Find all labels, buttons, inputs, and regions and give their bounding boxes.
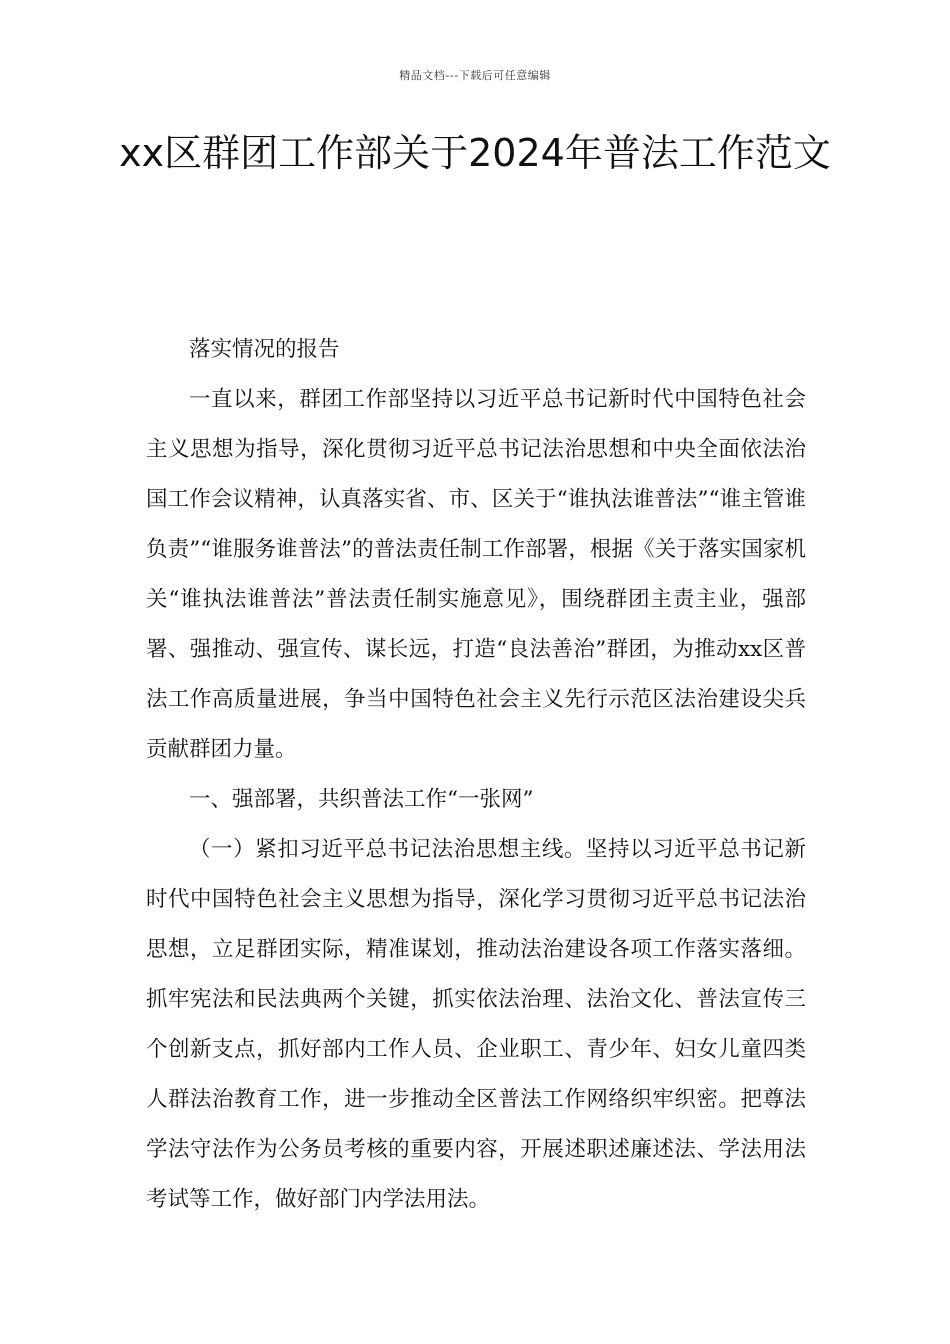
- paragraph-section-1-1: （一）紧扣习近平总书记法治思想主线。坚持以习近平总书记新时代中国特色社会主义思想为指导，深化学习贯彻习近平总书记法治思想，立足群团实际，精准谋划，推动法治建设各项工作落实落细。抓牢宪法和民法典两个关键，抓实依法治理、法治文化、普法宣传三个创新支点，抓好部内工作人员、企业职工、青少年、妇女儿童四类人群法治教育工作，进一步推动全区普法工作网络织牢织密。把尊法学法守法作为公务员考核的重要内容，开展述职述廉述法、学法用法考试等工作，做好部门内学法用法。: [146, 837, 806, 1212]
- section-heading-1: 一、强部署，共织普法工作“一张网”: [189, 787, 534, 812]
- paragraph-intro: 落实情况的报告: [189, 337, 340, 362]
- header-note: 精品文档---下载后可任意编辑: [399, 69, 551, 82]
- document-body: [146, 325, 806, 1225]
- document-title: xx区群团工作部关于2024年普法工作范文: [119, 131, 831, 175]
- paragraph-overview: 一直以来，群团工作部坚持以习近平总书记新时代中国特色社会主义思想为指导，深化贯彻习近平总书记法治思想和中央全面依法治国工作会议精神，认真落实省、市、区关于“谁执法谁普法”“谁主管谁负责”“谁服务谁普法”的普法责任制工作部署，根据《关于落实国家机关“谁执法谁普法”普法责任制实施意见》，围绕群团主责主业，强部署、强推动、强宣传、谋长远，打造“良法善治”群团，为推动xx区普法工作高质量进展，争当中国特色社会主义先行示范区法治建设尖兵贡献群团力量。: [146, 387, 806, 762]
